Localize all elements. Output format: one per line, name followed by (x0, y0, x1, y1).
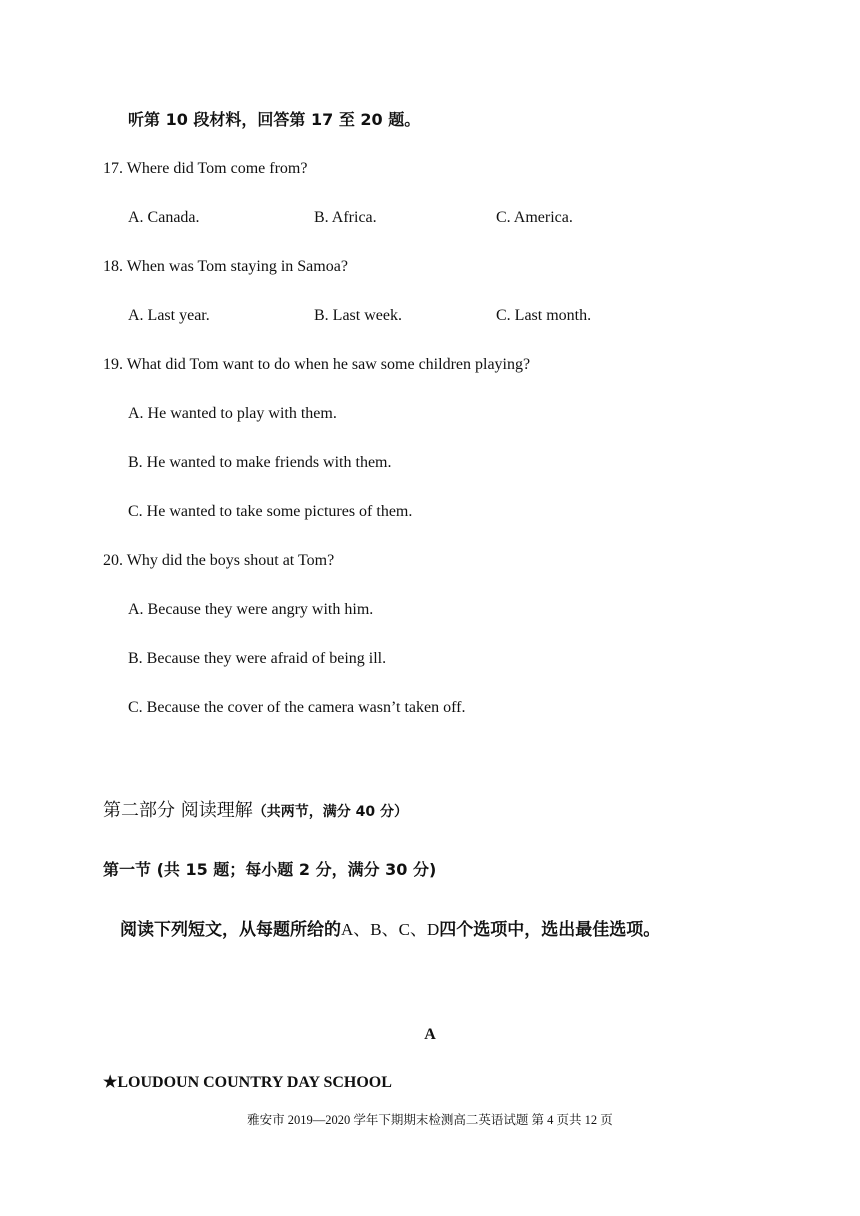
question-18-option-c: C. Last month. (496, 307, 592, 324)
passage-title: ★LOUDOUN COUNTRY DAY SCHOOL (103, 1074, 392, 1091)
part2-heading (103, 799, 408, 824)
part2-title: 第二部分 阅读理解 (103, 800, 253, 821)
question-19-option-a: A. He wanted to play with them. (128, 405, 337, 422)
instruction-options: A、B、C、D (341, 920, 440, 939)
question-17-stem: 17. Where did Tom come from? (103, 160, 308, 177)
page-footer: 雅安市 2019—2020 学年下期期末检测高二英语试题 第 4 页共 12 页 (247, 1113, 613, 1127)
passage-letter: A (424, 1026, 436, 1043)
question-19-option-c: C. He wanted to take some pictures of them. (128, 503, 413, 520)
listening-section-intro: 听第 10 段材料，回答第 17 至 20 题。 (128, 110, 421, 129)
question-17-option-b: B. Africa. (314, 209, 377, 226)
question-20-option-b: B. Because they were afraid of being ill. (128, 650, 387, 667)
question-20-option-a: A. Because they were angry with him. (128, 601, 374, 618)
question-17-option-a: A. Canada. (128, 209, 200, 226)
instruction-post: 四个选项中，选出最佳选项。 (439, 920, 661, 940)
part2-title-note: （共两节，满分 40 分） (252, 804, 408, 820)
reading-instruction (120, 919, 660, 941)
question-19-stem: 19. What did Tom want to do when he saw some children playing? (103, 356, 531, 373)
question-18-option-a: A. Last year. (128, 307, 210, 324)
question-20-stem: 20. Why did the boys shout at Tom? (103, 552, 335, 569)
question-19-option-b: B. He wanted to make friends with them. (128, 454, 392, 471)
question-20-option-c: C. Because the cover of the camera wasn’t taken off. (128, 699, 466, 716)
section1-heading: 第一节 (共 15 题；每小题 2 分，满分 30 分) (103, 860, 437, 879)
instruction-pre: 阅读下列短文，从每题所给的 (120, 920, 341, 940)
question-17-option-c: C. America. (496, 209, 573, 226)
question-18-option-b: B. Last week. (314, 307, 402, 324)
question-18-stem: 18. When was Tom staying in Samoa? (103, 258, 348, 275)
